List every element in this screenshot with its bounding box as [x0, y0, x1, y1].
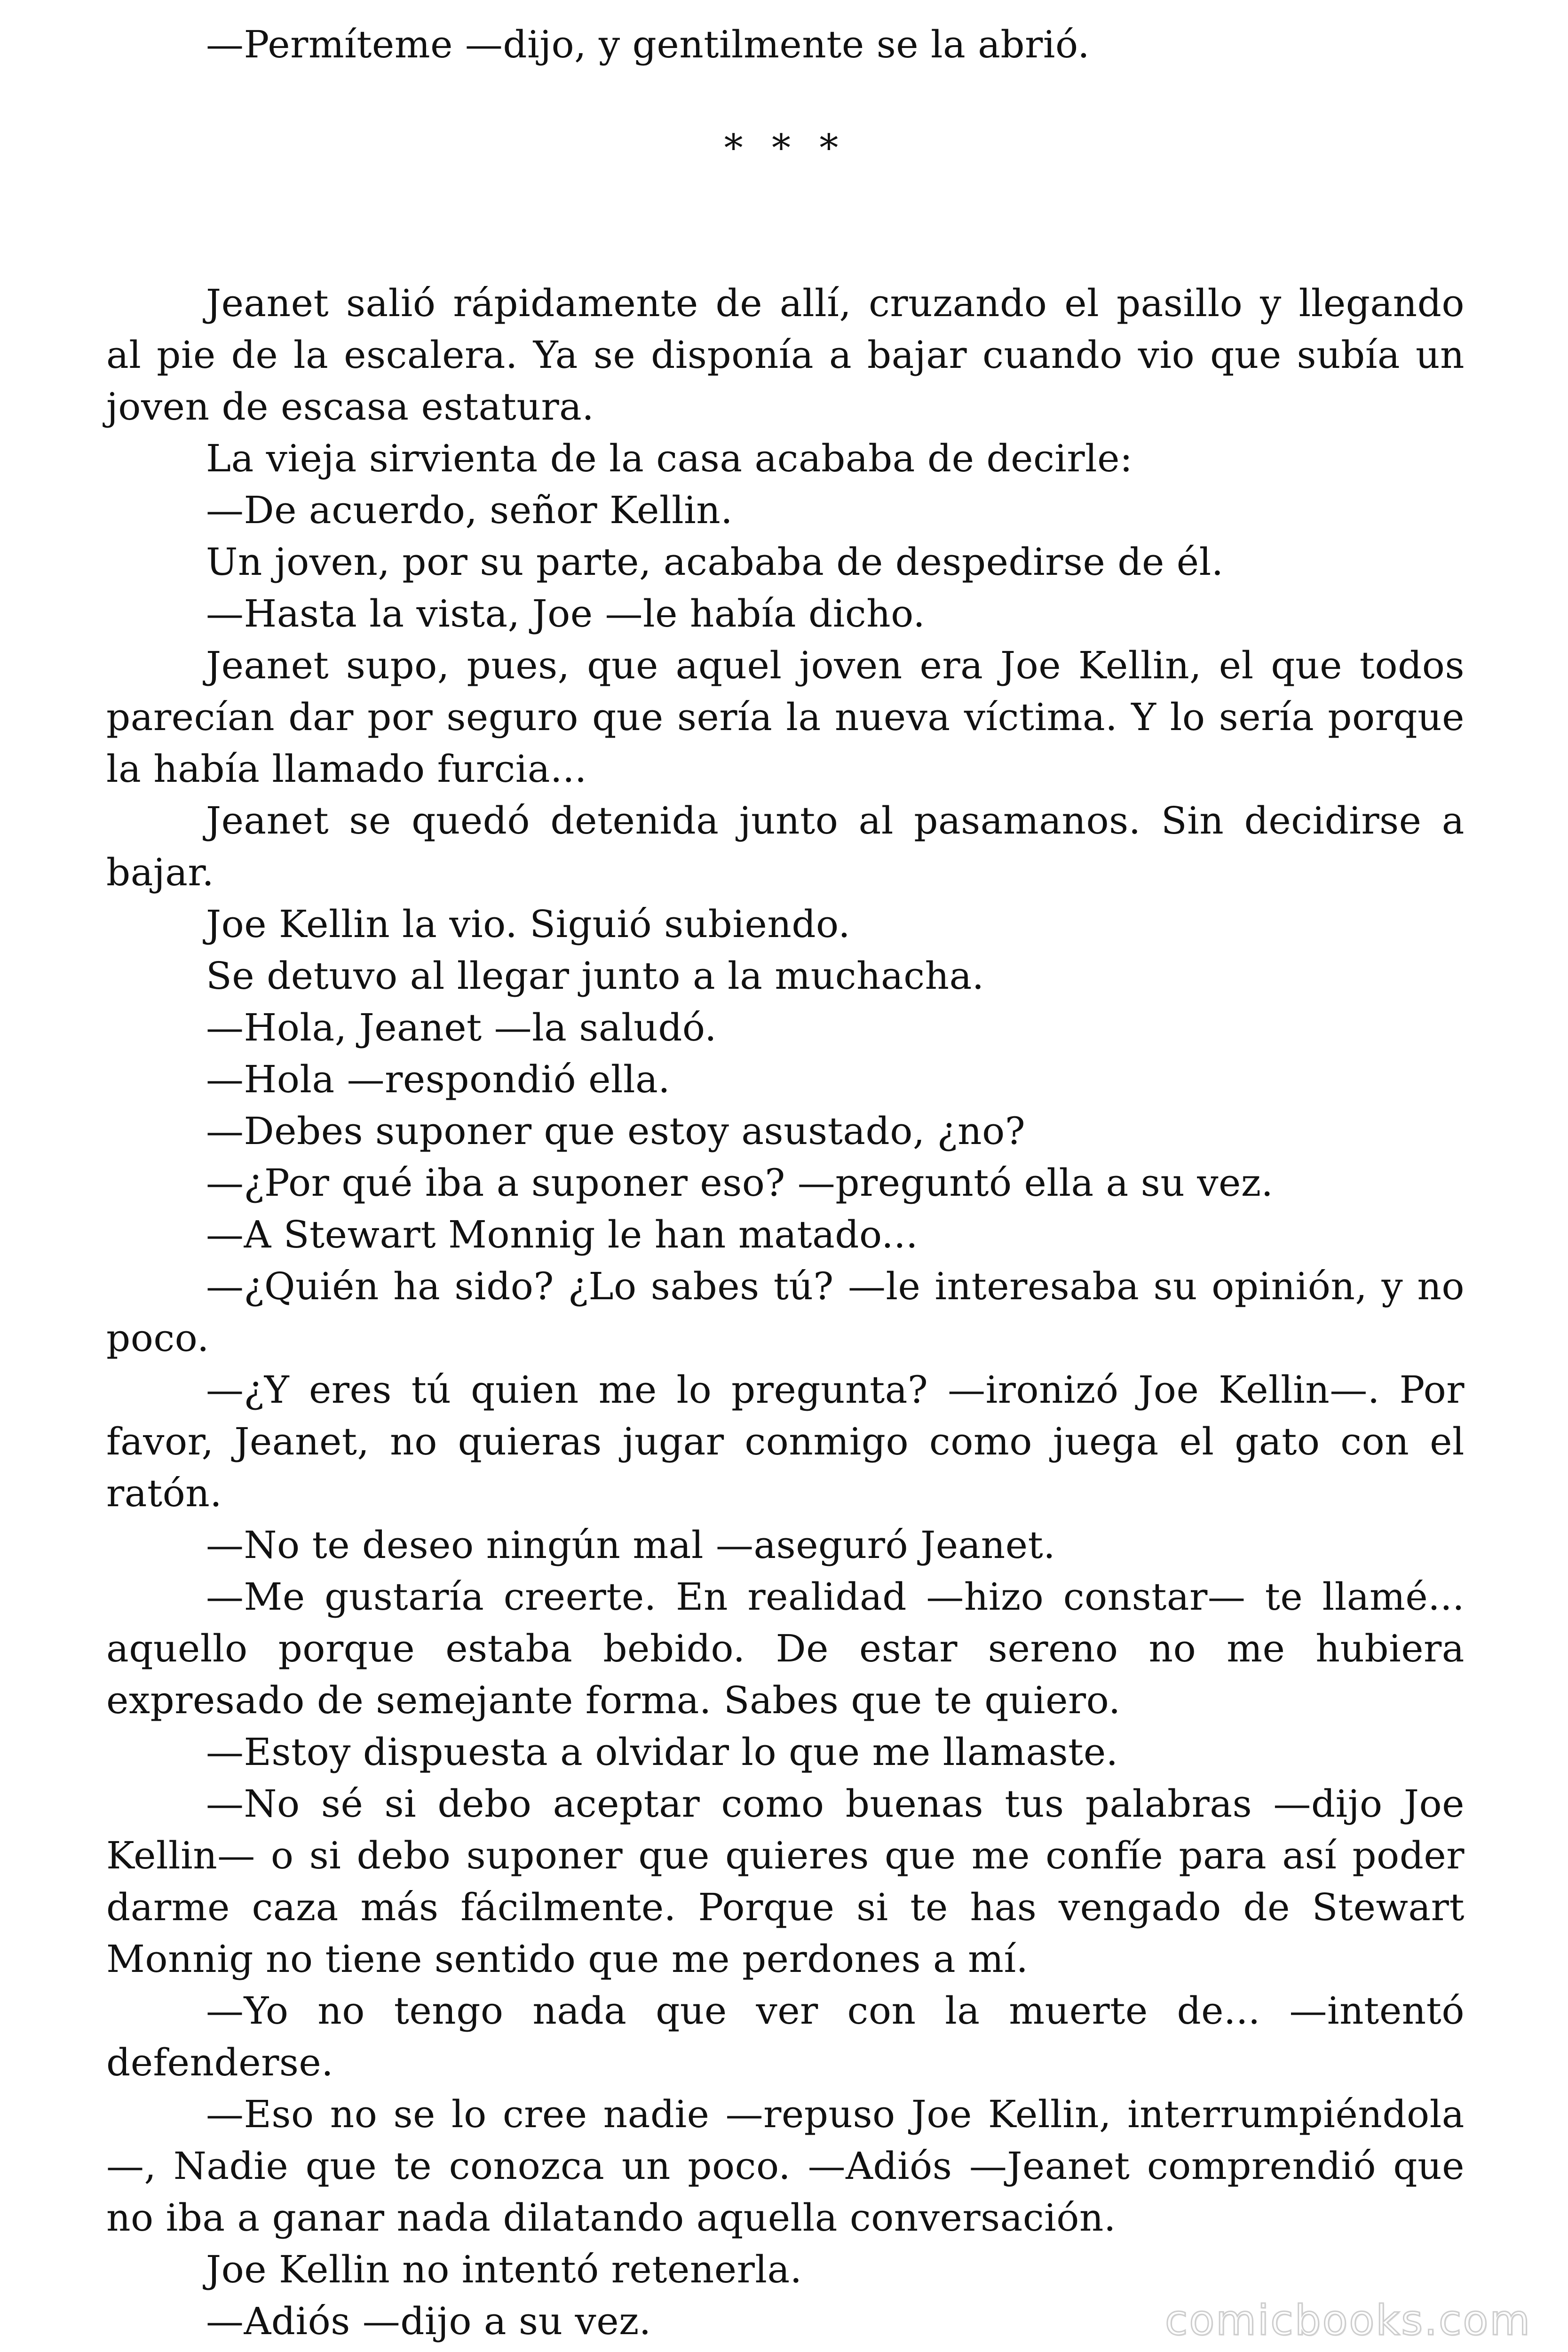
- paragraph: Jeanet supo, pues, que aquel joven era Joe Kellin, el que todos parecían dar por seguro que sería la nueva víctima. Y lo sería porque la había llamado furcia...: [106, 644, 1465, 791]
- paragraph: —Yo no tengo nada que ver con la muerte de... —intentó defenderse.: [106, 1989, 1465, 2084]
- paragraph: Un joven, por su parte, acababa de despedirse de él.: [206, 540, 1224, 584]
- watermark: comicbooks.com: [1164, 2296, 1531, 2344]
- paragraph: —Hasta la vista, Joe —le había dicho.: [206, 592, 926, 636]
- paragraph: —No sé si debo aceptar como buenas tus palabras —dijo Joe Kellin— o si debo suponer que quieres que me confíe para así poder darme caza más fácilmente. Porque si te has vengado de Stewart Monnig no tiene sentido que me perdones a mí.: [106, 1782, 1465, 1981]
- paragraph: Joe Kellin no intentó retenerla.: [206, 2248, 802, 2291]
- paragraph: —Hola, Jeanet —la saludó.: [206, 1006, 717, 1049]
- paragraph: —Me gustaría creerte. En realidad —hizo constar— te llamé... aquello porque estaba bebido. De estar sereno no me hubiera expresado de semejante forma. Sabes que te quiero.: [106, 1575, 1465, 1722]
- paragraph: —¿Y eres tú quien me lo pregunta? —ironizó Joe Kellin—. Por favor, Jeanet, no quieras jugar conmigo como juega el gato con el ratón.: [106, 1368, 1465, 1515]
- text-column: [106, 19, 1465, 2347]
- paragraph: Se detuvo al llegar junto a la muchacha.: [206, 954, 984, 998]
- scene-break: * * *: [724, 126, 847, 170]
- paragraph: —Debes suponer que estoy asustado, ¿no?: [206, 1109, 1026, 1153]
- paragraph: —Eso no se lo cree nadie —repuso Joe Kellin, interrumpiéndola—, Nadie que te conozca un poco. —Adiós —Jeanet comprendió que no iba a ganar nada dilatando aquella conversación.: [106, 2092, 1465, 2240]
- paragraph: —¿Por qué iba a suponer eso? —preguntó ella a su vez.: [206, 1161, 1274, 1205]
- paragraph: Jeanet salió rápidamente de allí, cruzando el pasillo y llegando al pie de la escalera. Ya se disponía a bajar cuando vio que subía un joven de escasa estatura.: [106, 281, 1465, 429]
- paragraph: La vieja sirvienta de la casa acababa de decirle:: [206, 437, 1133, 480]
- paragraph: —Hola —respondió ella.: [206, 1057, 671, 1101]
- paragraph: —No te deseo ningún mal —aseguró Jeanet.: [206, 1523, 1056, 1567]
- paragraph: —Permíteme —dijo, y gentilmente se la abrió.: [206, 23, 1090, 66]
- paragraph: Jeanet se quedó detenida junto al pasamanos. Sin decidirse a bajar.: [106, 799, 1465, 894]
- paragraph: —Adiós —dijo a su vez.: [206, 2299, 651, 2343]
- paragraph: Joe Kellin la vio. Siguió subiendo.: [206, 902, 851, 946]
- paragraph: —¿Quién ha sido? ¿Lo sabes tú? —le interesaba su opinión, y no poco.: [106, 1264, 1465, 1360]
- paragraph: —De acuerdo, señor Kellin.: [206, 488, 733, 532]
- paragraph: —A Stewart Monnig le han matado...: [206, 1213, 919, 1256]
- paragraph: —Estoy dispuesta a olvidar lo que me llamaste.: [206, 1730, 1118, 1774]
